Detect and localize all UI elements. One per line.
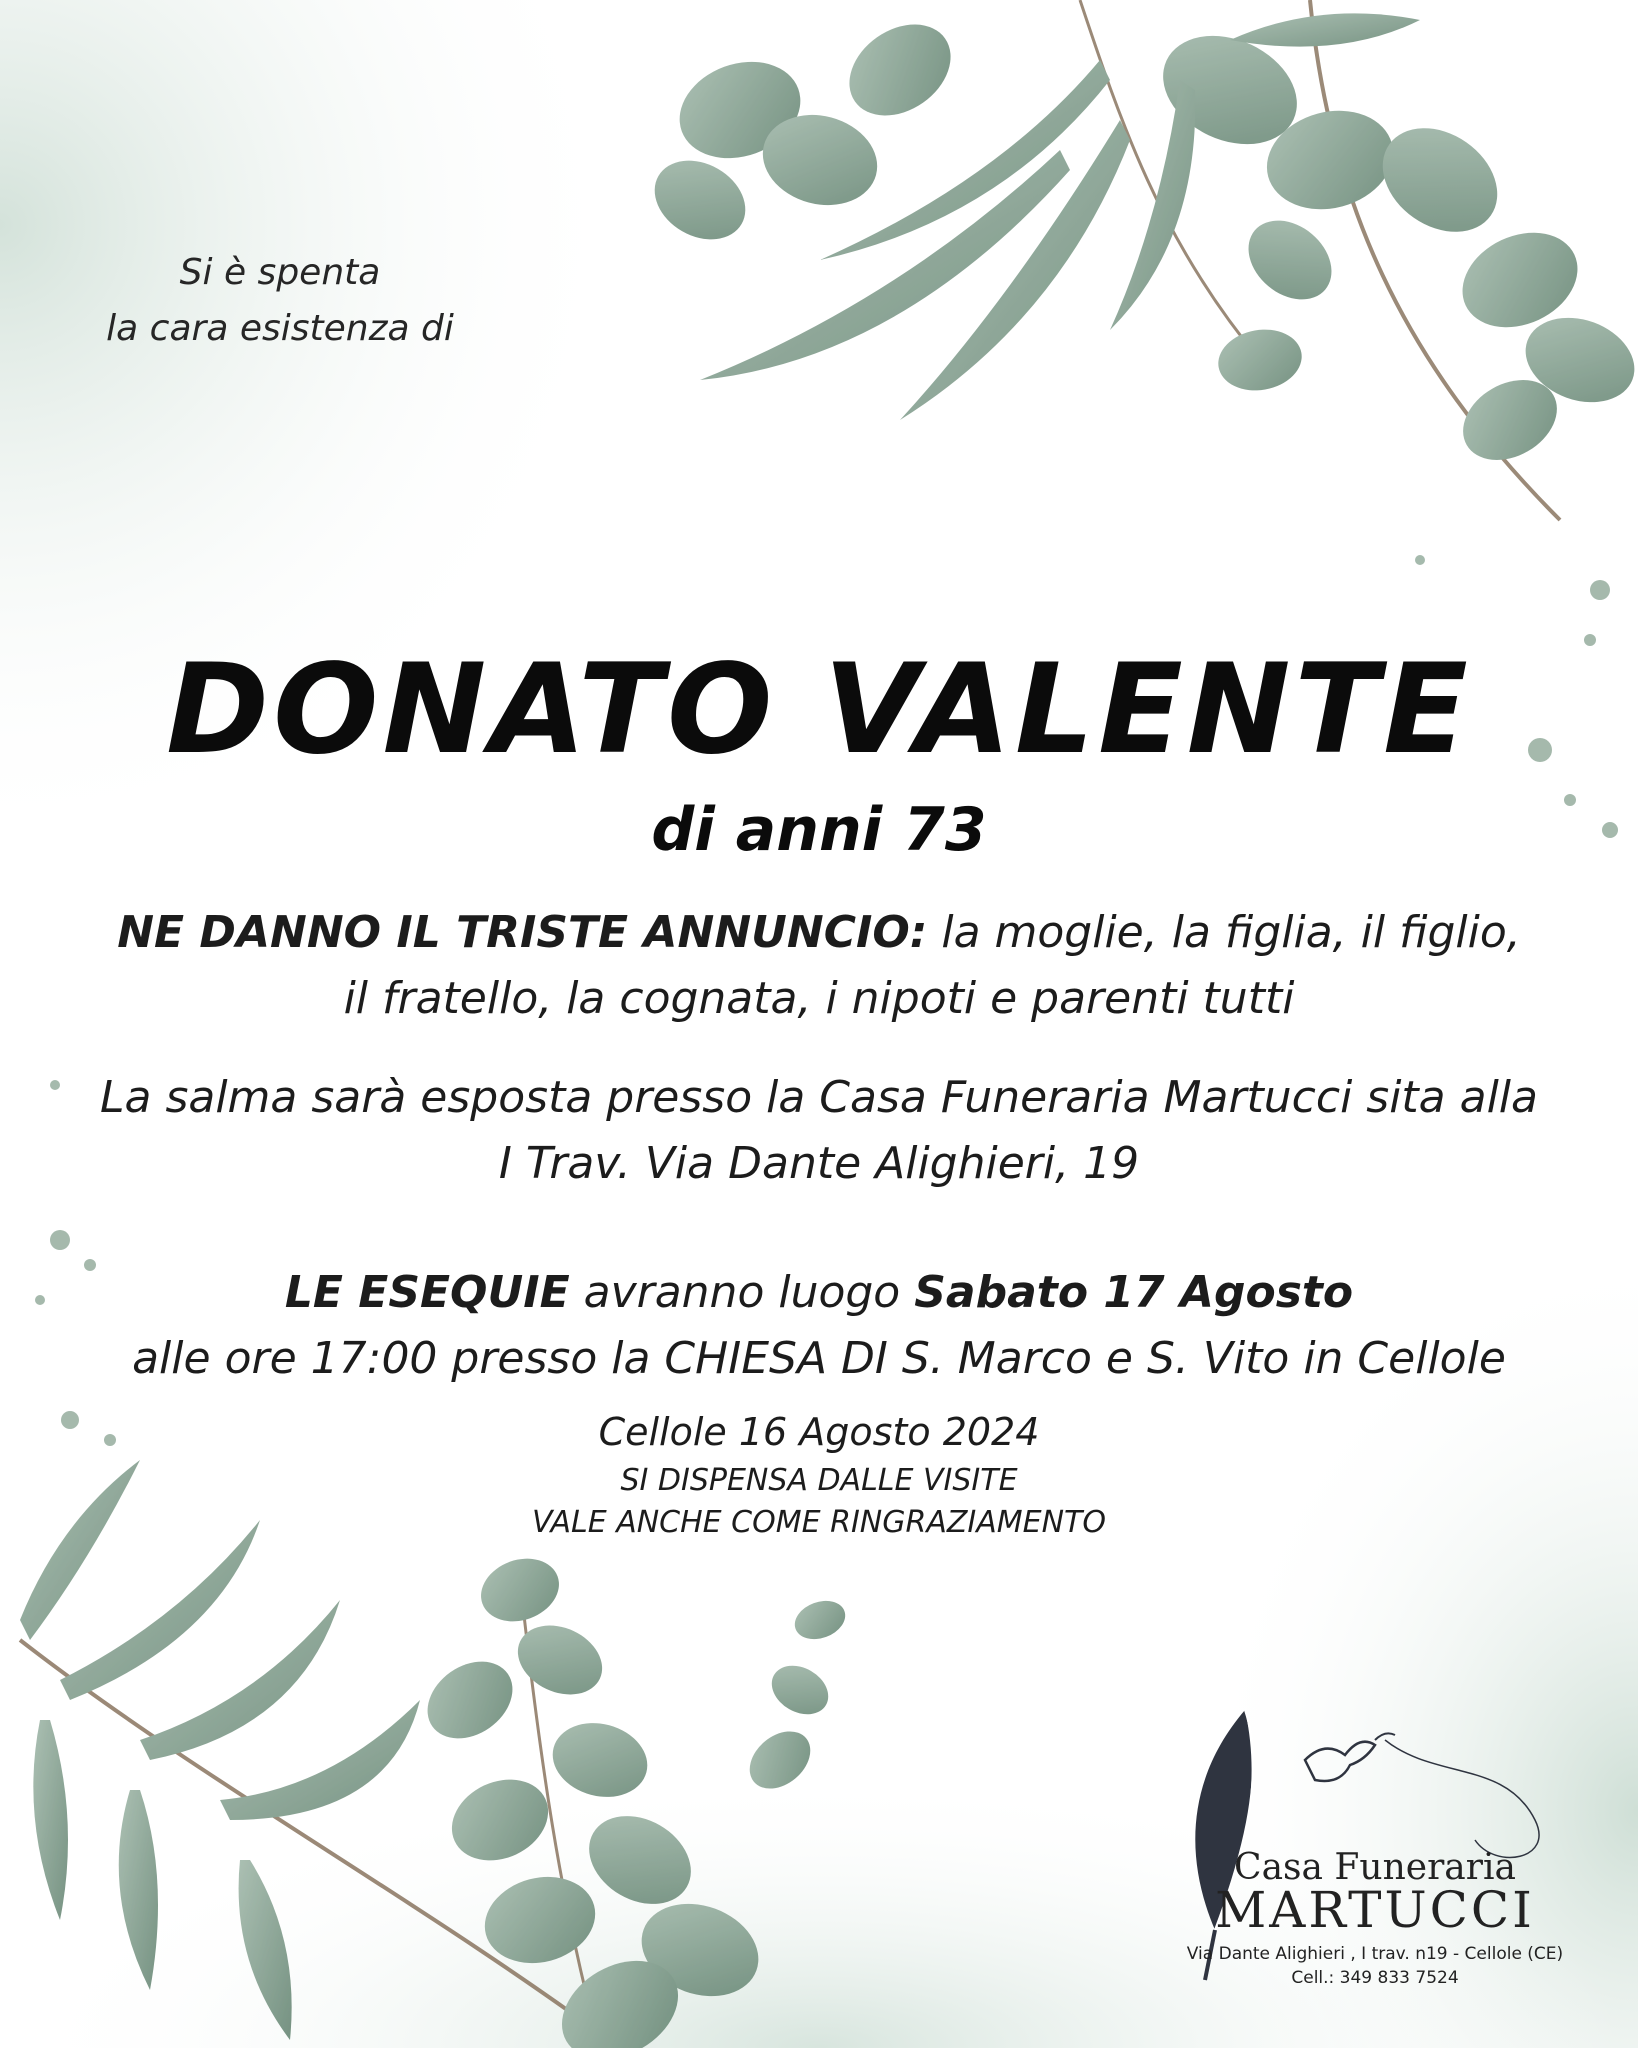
- logo-name: Casa Funeraria: [1234, 1847, 1516, 1888]
- viewing-line-2: I Trav. Via Dante Alighieri, 19: [498, 1138, 1140, 1189]
- viewing-info: [0, 1065, 1638, 1197]
- logo-brand: MARTUCCI: [1215, 1881, 1535, 1939]
- viewing-line-1: La salma sarà esposta presso la Casa Funeraria Martucci sita alla: [99, 1072, 1538, 1123]
- funeral-line-1: [0, 1260, 1638, 1326]
- funeral-lead: LE ESEQUIE: [284, 1267, 570, 1318]
- funeral-line-2: alle ore 17:00 presso la CHIESA DI S. Marco e S. Vito in Cellole: [132, 1333, 1506, 1384]
- funeral-mid: avranno luogo: [569, 1267, 915, 1318]
- announcement: [0, 900, 1638, 1032]
- intro-line-2: la cara esistenza di: [106, 308, 454, 349]
- deceased-age: di anni 73: [651, 795, 987, 865]
- announcement-line-2: il fratello, la cognata, i nipoti e parenti tutti: [343, 973, 1295, 1024]
- announcement-lead: NE DANNO IL TRISTE ANNUNCIO:: [117, 907, 928, 958]
- notes-line-1: SI DISPENSA DALLE VISITE: [620, 1463, 1018, 1498]
- announcement-text-1: la moglie, la figlia, il figlio,: [927, 907, 1521, 958]
- funeral-date: Sabato 17 Agosto: [914, 1267, 1354, 1318]
- notes-line-2: VALE ANCHE COME RINGRAZIAMENTO: [532, 1505, 1106, 1540]
- dateline: Cellole 16 Agosto 2024: [598, 1410, 1040, 1454]
- notes: [0, 1460, 1638, 1544]
- intro-line-1: Si è spenta: [179, 252, 381, 293]
- intro-text: [60, 245, 500, 357]
- announcement-line-1: [0, 900, 1638, 966]
- funeral-info: [0, 1260, 1638, 1392]
- deceased-name: DONATO VALENTE: [166, 638, 1472, 782]
- logo-phone: Cell.: 349 833 7524: [1291, 1968, 1459, 1988]
- logo-address: Via Dante Alighieri , I trav. n19 - Cellole (CE): [1186, 1944, 1564, 1964]
